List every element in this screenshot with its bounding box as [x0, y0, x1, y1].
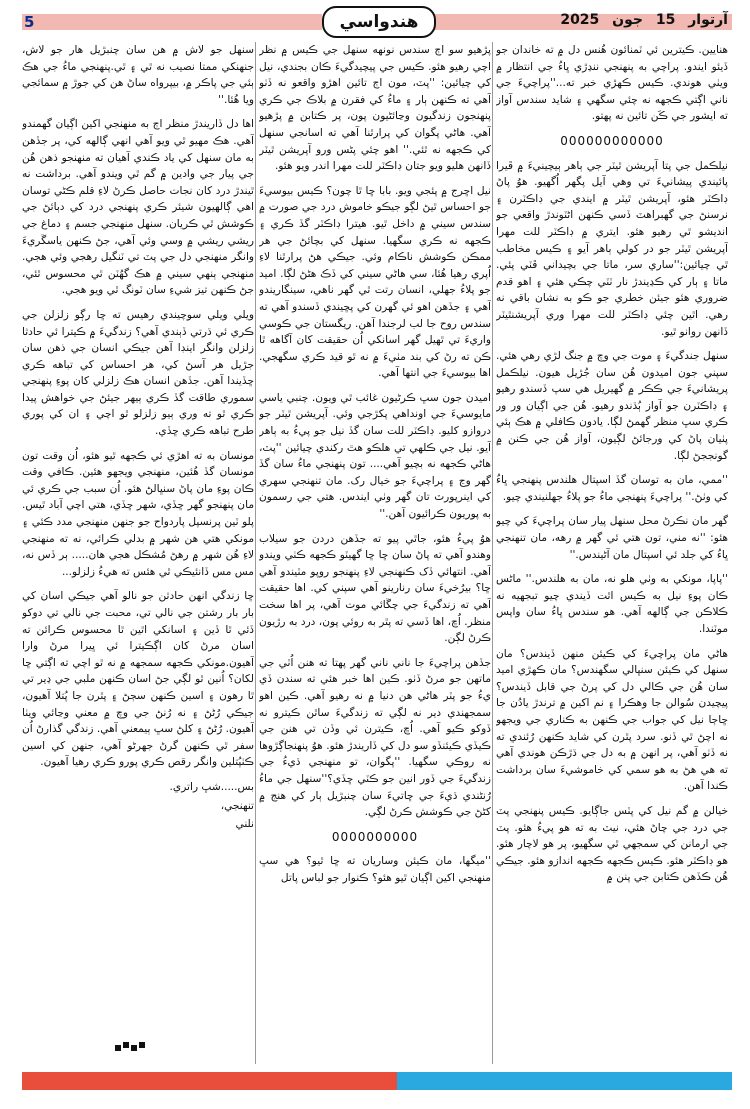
footer-bar-blue [397, 1072, 732, 1090]
article-end-icon [115, 1042, 145, 1054]
column-right [496, 42, 728, 1068]
page-header [0, 0, 750, 40]
paragraph: ويلي ويلي سوچيندي رهيس ته ڇا رڳو زلزلن جي ڪري ئي ڌرتي ڏٻندي آهي؟ زندگيءَ ۾ ڪيترا ئي حادثا زلزلن وانگر اينڊا آهن جيڪي انسان جي ذهن سان جڙيل هر آسڻ کي، هر احساس کي تباهه ڪري ڇڏيندا آهن. جڏهن انسان هڪ زلزلي کان پوءِ پنهنجي سموري طاقت گڏ ڪري ٻيهر جيئڻ جي خواهش پيدا ڪري ٿو ته وري ٻيو زلزلو ٿو اچي ۽ ان کي پوري طرح تباهه ڪري ڇڏي. [22, 308, 254, 438]
signoff-line: بس.....شڀ راتري. [169, 780, 254, 793]
paragraph: جڏهن پراچيءَ جا ناني ناني گهر پهتا ته هنن اُٽي جي ماتهن جو مرڻ ڏٺو. ڪين اها خبر هئي ته سندن ڏي يءُ جو پٽر هاڻي هن دنيا ۾ نه رهيو آهي. ڪين اهو سمجهندي دير نه لڳي ته زندگيءَ ساٿن ڪيترو نه ڏوکو ڪيو آهي. اُڇ، ڪيترن ئي وڏن تي هنن جي ڪيڏي ڪيئنڏو سو دل کي ڏاريندڙ هئو. هوُ پنهنجاڳڙوها نه روڪي سگهيا. ''پگوان، تو منهنجي ڌيءُ جي زندگيءَ جي ڏور انين جو ڪٽي ڇڏي؟''سنهل جي ماءُ رُنڻندي ڌيءَ جي ڇاتيءَ سان چنبڙيل ٻار کي هنج ۾ کڻڻ جي ڪوشش ڪرڻ لڳي. [259, 656, 491, 819]
page-number: 5 [24, 13, 35, 31]
section-separator: 000000000000 [560, 133, 664, 148]
paragraph: نيلڪمل جي پتا آپريشن ٿيٽر جي ٻاهر ٻيچينيءَ ۾ ڦيرا پائيندي پيشانيءَ تي وهي آيل پگهر اُگهيو. هوُ پاڻ ڊاڪٽر هئو، آپريشن ٿيٽر ۾ ايندي جي ڊاڪٽرن ۽ نرسنڻ جي گهبراهٽ ڏسي ڪنهن اڻٽوندڙ واقعي جو انديشو ٿي رهيو هئو. ايتري ۾ ڊاڪٽر للت مهرا آپريشن ٿيٽر جو در کولي ٻاهر آيو ۽ ڪيس مخاطب ٿي چيائين:''ساري سر، ماتا جي بچيداني ڦٽي پئي. ماتا ۽ ٻار کي ڪڍيندڙ نار ٽٽي چڪي هئي ۽ اهو قدم ضروري هئو جيئن خطري جو ڪو به نشان باقي نه رهي. اٿين چئي ڊاڪٽر للت مهرا وري آپريشنٿيٽر ڏانهن روانو ٿيو. [496, 159, 728, 338]
column-rule [492, 42, 493, 1064]
signoff-line: تنهنجي، [220, 799, 254, 812]
column-left [22, 42, 254, 1068]
paragraph: گهر مان نڪرڻ محل سنهل پيار سان پراچيءَ کي چيو هئو: ''نه مني، تون هتي ئي گهر ۾ رهه، مان تنهنجي ڀاءُ کي جلد ئي اسپتال مان آڻيندس.'' [496, 515, 728, 561]
paragraph: هنايين. ڪيترين ئي ٽمنائون هُنس دل ۾ ته خاندان جو ڏيئو ايندو. پراچي به پنهنجي ننڍڙي ڀاءُ جي انتظار ۾ ويٺي هوندي. ڪيس ڪهڙي خبر ته...''پراچيءَ جي ناني اڳتي ڪجهه نه چئي سگهي ۽ شايد سندس آواز ته ايشور جي ڪَن تائين نه پهتو. [496, 44, 728, 123]
paragraph: پڙهيو سو اڄ سندس نونهه سنهل جي ڪيس ۾ نظر اچي رهيو هئو. ڪيس جي پيچيدگيءَ ڪان بجندي، نيل کي چيائين: ''پٽ، مون اڄ تائين اهڙو واقعو نه ڏٺو آهي ته ڪنهن ٻار ۽ ماءُ کي فقرن ۾ بلاڪ جي ڪري پنهنجون زندگيون وڃائڻيون پون، پر ڪتابن ۾ پڙهيو آهي. هاڻي پگوان کي پرارٿنا آهي ته اسانجي سنهل کي ڪجهه نه ٿئي.'' اهو چئي پڻس ورو آپريشن ٿيٽر ڏانهن هليو ويو جتان ڊاڪٽر للت مهرا اندر ويو هئو. [259, 44, 491, 173]
header-bar-left [22, 14, 322, 30]
paragraph: سنهل جندگيءَ ۽ موت جي وچ ۾ جنگ لڙي رهي هئي. سپني جون اميدون هُن سان جُڙيل هيون. نيلڪمل پريشانيءَ جي ڪڪر ۾ گهيريل هي سپ ڏسندو رهيو ۽ ڊاڪٽرن جو آواز ٻُڌندو رهيو. هُن جي اڳيان ور ور ڪري سڀ منظر گهمڻ لڳا. يادون ڪافلي ۾ هڪ ٻئي پٺيان پاڻ کي ورجائڻ لڳيون، آواز هُن جي ڪنن ۾ گونججڻ لڳا. [496, 350, 728, 462]
date-month: جون [612, 12, 643, 28]
date-day: آرتوار [688, 12, 728, 28]
column-middle [259, 42, 491, 1068]
paragraph: اها دل ڏاريندڙ منظر اڄ به منهنجي اکين اڳيان گهمندو آهي. هڪ مهيو ٿي ويو آهي انهي ڳالهه کي، پر جڏهن به مان سنهل کي ياد ڪندي آهيان ته منهنجو ذهن هُن جي پيار جي وادين ۾ گم ٿي ويندو آهي. برداشت نه ٿيندڙ درد کان نجات حاصل ڪرڻ لاءِ قلم ڪڻي توسان اهي ڳالهيون شيئر ڪري پنهنجي درد کي دٻائڻ جي ڪوشش ٿي ڪريان. سنهل منهنجي جسم ۽ دماغ جي ريشي ريشي ۾ وسي وئي آهي، جڻ ڪنهن ياسڱريءَ وانگر منهنجي دل جي پٽ تي ٽنگيل رهجي وئي هجي. منهنجي ٻنهي سيني ۾ هڪ گهُٽن ٿي محسوس ٿئي، جڻ ڪنهن تيز شيءِ سان ٽونگ ٿي ويو هجي. [22, 118, 254, 297]
paragraph: خيالن ۾ گم نيل کي پٽس جاڳايو. ڪيس پنهنجي پٽ جي درد جي چاڻ هئي، نيٽ به ته هو پيءُ هئو. پٽ جي ارمانن کي سمجهي ٿي سگهيو، پر هو لاچار هئو. هو ڊاڪٽر هئو. ڪيس ڪجهه ڪجهه اندازو هئو. جيڪي هُن ڪڏهن ڪتابن جي پنن ۾ [496, 804, 728, 884]
dateline [552, 12, 728, 28]
date-day-num: 15 [655, 12, 676, 28]
signoff-author: نلني [235, 818, 254, 831]
paragraph: اميدن جون سڀ ڪرڻيون غائب ٿي ويون. چنبي ياسي مايوسيءَ جي اونداهي پکڙجي وئي. آپريشن ٿيٽر جو دروازو کليو. ڊاڪٽر للت سان گڏ نيل جو پيءُ به ٻاهر آيو. نيل جي ڪلهي تي هلڪو هٿ رکندي چيائين ''پٽ، هاڻي ڪجهه نه بچيو آهي.... تون پنهنجي ماءُ سان گڏ گهر وڃ ۽ پراچيءَ جو خيال رک. مان تنهنجي سهري کي اينرپورٽ تان گهر وٺي ايندس. هتي جي رسمون به پوريون ڪرائيون آهن.'' [259, 391, 491, 521]
paragraph: ''ميگها، مان ڪيئن وساريان ته ڇا ٿيو؟ هي سڀ منهنجي اکين اڳيان ٿيو هئو؟ ڪنوار جو لباس پاتل [259, 855, 491, 884]
paragraph: هوُ پيءُ هئو، جاٿي پيو ته جڏهن دردن جو سيلاب وهندو آهي ته پاڻ سان ڇا ڇا گهيٽو ڪجهه ڪٺي ويندو آهي. انتهائي ڏک ڪنهنجي لاءِ پنهنجو روپو مٽيندو آهي ڇا؟ بيرُخيءَ سان رنارينو آهي سپني کي. اها حقيقت آهي ته زندگيءَ جي چڱائي موت آهي، پر اها سخت منظر. اُڇ، اها ڏسي ته پٿر به روئي پون، درد به رڙيون ڪرڻ لڳن. [259, 532, 491, 645]
paragraph: سنهل جو لاش ۾ هن سان چنبڙيل هار جو لاش، جنهنکي ممتا نصيب نه ٿي ۽ ٿي.پنهنجي ماءُ جي هڪ ٻئي جي پاڪر ۾، بيپرواه ساڻ هن کي جوڙ ۾ سمائجي ويا هُئا.'' [22, 44, 254, 106]
masthead-logo: هندواسي [322, 6, 436, 38]
paragraph: هاڻي مان پراچيءَ کي ڪيئن منهن ڏيندس؟ مان سنهل کي ڪيئن سنڀالي سگهندس؟ مان ڪهڙي اميد سان هُن جي ڪالي دل کي پرڻ جي قابل ڏيندس؟ پيچيدن سُوالن جا وهڪرا ۽ نم اکين ۾ ترندڙ يادُن جا ڇاڄا نيل کي جواب جي ڪنهن به ڪناري جي ويجهو نه اچڻ ٿي ڏنو. سرد پٿرن کي شايد ڪنهن رُئندي ته نه ڏٺو آهي، پر انهن ۾ به دل جي ڌڙڪن هوندي آهي ته هي هڻ به هو سمي کي خاموشيءَ سان برداشت ڪندا آهن. [496, 647, 728, 793]
paragraph: ''پاپا، مونکي به وٺي هلو نه، مان به هلندس.'' ماڻس ڪان پوءِ نيل به ڪيس اٿت ڏيندي چيو تبجهيه نه ڪلاڪن جي ڳالهه آهي. هو سندس ڀاءُ سان واپس موٽندا. [496, 573, 728, 635]
column-rule [255, 42, 256, 1064]
paragraph: ''ممي، مان به توسان گڏ اسپتال هلندس پنهنجي ڀاءُ کي وٺڻ.'' پراچيءَ پنهنجي ماءُ جو پلاءُ جهلنيندي چيو. [496, 474, 728, 503]
footer-bar-red [22, 1072, 397, 1090]
section-separator: 0000000000 [331, 829, 419, 844]
paragraph: نيل اڇرج ۾ پئجي ويو. بابا ڇا ٿا چون؟ ڪيس بيوسيءَ جو احساس ٿيڻ لڳو جيڪو خاموش درد جي صورت ۾ سندس سيني ۾ داخل ٿيو. هيترا ڊاڪٽر گڏ ڪري ۽ ڪجهه نه ڪري سگهيا. سنهل کي بچائڻ جي هر ممڪن ڪوشش ناڪام وئي. جيڪي هڻ پرارٿنا لاءِ اُپري رهيا هُئا، سي هاڻي سيني کي ڏڪ هڻڻ لڳا. اميد جو پلاءُ جهلي، انسان رتت ٿي گهر ناهي، سينگاريندو آهي ۽ جڏهن اهو ئي گهرن کي پڇيندي ڏسندو آهي ته سندس روح جا لب لرجندا آهن. ريگستان جي ڪوسي واريءَ تي ٿهيل گهر اسانکي اُن حقيقت کان آگاهه ٿا ڪن ته رڻ کي بند مٺيءَ ۾ نه ٿو قيد ڪري سگهجي. اها بيوسيءَ جي انتها آهي. [259, 184, 491, 380]
date-year: 2025 [560, 12, 600, 28]
paragraph: مونسان به ته اهڙي ئي ڪجهه ٿيو هئو، اُن وقت تون مونسان گڏ هُئين، منهنجي ويجهو هئين. ڪافي وقت ڪان پوءِ مان پاڻ سنڀالڻ هئو. اُن سبب جي ڪري ئي مان پنهنجو گهر ڇڏي، شهر ڇڏي، هتي اچي آباد ٿيس. پلو ٽين پرنسپل پاردواح جو جنهن منهنجي مدد ڪئي ۽ مونکي هتي هن شهر ۾ بدلي ڪرائي، نه ته منهنجي لاءِ هُن شهر ۾ رهڻ مُشڪل هجي هان..... ٻر ڏس نه، مس مس ڏانئيڪي ٿي هئس ته هيءُ زلزلو... [22, 449, 254, 578]
paragraph: ڇا زندگي انهن حادثن جو نالو آهي جيڪي اسان کي بار بار رشتن جي نالي تي، محبت جي نالي تي دوکو ڏئي ٿا ڏين ۽ اسانکي اٿين ٿا محسوس ڪرائن ته اسان مرڻ کان اڳڪيترا ئي ڀيرا مرڻ وارا آهيون.مونکي ڪجهه سمجهه ۾ نه ٿو اچي ته اڳتي ڇا لکان؟ اُنين ٿو لڳي جڻ اسان ڪنهن ملبي جي ڍير تي ٿا رهون ۽ اسين ڪنهن سڄڻ ۽ پٿرن جا پُتلا آهيون، جيڪي رُڻڻ ۽ نه رُنڻ جي وچ ۾ معني وڃائي ويٺا آهيون. رُڻڻ ۽ کلڻ سڀ ٻيمعني آهي. زندگي گذارڻ اُن سفر ٿي ڪنهن گرڻ جهرڻو آهي، جنهن کي اسين ڪٺپُتلين وانگر رقص ڪري پورو ڪري رهيا آهيون. [22, 590, 254, 769]
page-footer-bar [22, 1072, 732, 1090]
